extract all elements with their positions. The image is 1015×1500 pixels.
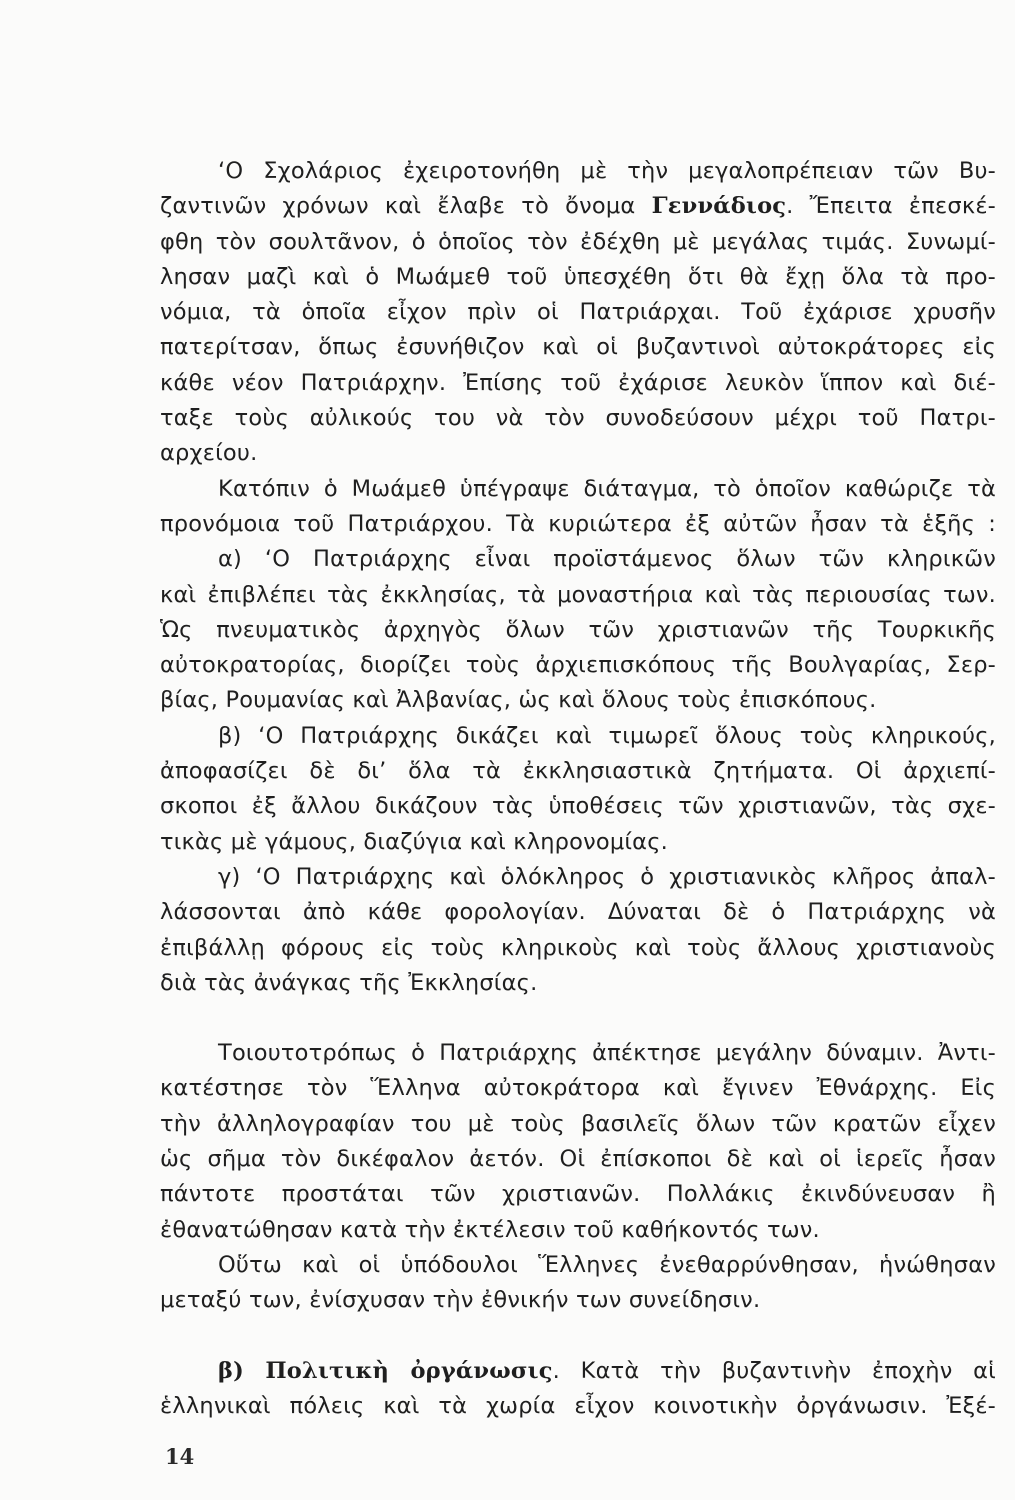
- text-line: κατέστησε τὸν Ἕλληνα αὐτοκράτορα καὶ ἔγινεν Ἐθνάρχης. Εἰς: [160, 1075, 996, 1102]
- text-span: . Ἔπειτα ἐπεσκέ-: [786, 193, 996, 220]
- text-line: βίας, Ρουμανίας καὶ Ἀλβανίας, ὡς καὶ ὅλους τοὺς ἐπισκόπους.: [160, 687, 877, 714]
- bold-term-gennadios: Γεννάδιος: [651, 193, 787, 220]
- text-line: μεταξύ των, ἐνίσχυσαν τὴν ἐθνικήν των συνείδησιν.: [160, 1287, 761, 1314]
- text-line: αρχείου.: [160, 440, 258, 467]
- text-line: προνόμοια τοῦ Πατριάρχου. Τὰ κυριώτερα ἐξ αὐτῶν ἦσαν τὰ ἑξῆς :: [160, 510, 996, 537]
- text-line: ἀποφασίζει δὲ δι’ ὅλα τὰ ἐκκλησιαστικὰ ζητήματα. Οἱ ἀρχιεπί-: [160, 758, 996, 785]
- text-line: λησαν μαζὶ καὶ ὁ Μωάμεθ τοῦ ὑπεσχέθη ὅτι θὰ ἔχῃ ὅλα τὰ προ-: [160, 263, 996, 290]
- text-line: λάσσονται ἀπὸ κάθε φορολογίαν. Δύναται δὲ ὁ Πατριάρχης νὰ: [160, 899, 996, 926]
- list-item-a: α) ‘Ο Πατριάρχης εἶναι προϊστάμενος ὅλων τῶν κληρικῶν: [218, 546, 996, 573]
- text-line: Ὡς πνευματικὸς ἀρχηγὸς ὅλων τῶν χριστιανῶν τῆς Τουρκικῆς: [160, 616, 996, 643]
- paragraph-gap: [160, 1001, 996, 1036]
- text-line: τὴν ἀλληλογραφίαν του μὲ τοὺς βασιλεῖς ὅλων τῶν κρατῶν εἶχεν: [160, 1110, 996, 1137]
- text-line: πάντοτε προστάται τῶν χριστιανῶν. Πολλάκις ἐκινδύνευσαν ἢ: [160, 1181, 996, 1208]
- text-line: φθη τὸν σουλτᾶνον, ὁ ὁποῖος τὸν ἐδέχθη μὲ μεγάλας τιμάς. Συνωμί-: [160, 228, 996, 255]
- text-line: ἐπιβάλλῃ φόρους εἰς τοὺς κληρικοὺς καὶ τοὺς ἄλλους χριστιανοὺς: [160, 934, 996, 961]
- text-line: Οὕτω καὶ οἱ ὑπόδουλοι Ἕλληνες ἐνεθαρρύνθησαν, ἡνώθησαν: [218, 1251, 996, 1278]
- text-line: ἑλληνικαὶ πόλεις καὶ τὰ χωρία εἶχον κοινοτικὴν ὀργάνωσιν. Ἐξέ-: [160, 1392, 996, 1419]
- text-line: νόμια, τὰ ὁποῖα εἶχον πρὶν οἱ Πατριάρχαι. Τοῦ ἐχάρισε χρυσῆν: [160, 299, 996, 326]
- list-item-c: γ) ‘Ο Πατριάρχης καὶ ὁλόκληρος ὁ χριστιανικὸς κλῆρος ἀπαλ-: [218, 863, 996, 890]
- list-item-b: β) ‘Ο Πατριάρχης δικάζει καὶ τιμωρεῖ ὅλους τοὺς κληρικούς,: [218, 722, 996, 749]
- text-line: τικὰς μὲ γάμους, διαζύγια καὶ κληρονομίας.: [160, 828, 668, 855]
- text-line: πατερίτσαν, ὅπως ἐσυνήθιζον καὶ οἱ βυζαντινοὶ αὐτοκράτορες εἰς: [160, 334, 996, 361]
- text-line: καὶ ἐπιβλέπει τὰς ἐκκλησίας, τὰ μοναστήρια καὶ τὰς περιουσίας των.: [160, 581, 996, 608]
- paragraph-gap: [160, 1319, 996, 1354]
- text-line: αὐτοκρατορίας, διορίζει τοὺς ἀρχιεπισκόπους τῆς Βουλγαρίας, Σερ-: [160, 652, 996, 679]
- text-line: σκοποι ἐξ ἄλλου δικάζουν τὰς ὑποθέσεις τῶν χριστιανῶν, τὰς σχε-: [160, 793, 996, 820]
- text-line: διὰ τὰς ἀνάγκας τῆς Ἐκκλησίας.: [160, 969, 538, 996]
- text-line: κάθε νέον Πατριάρχην. Ἐπίσης τοῦ ἐχάρισε λευκὸν ἵππον καὶ διέ-: [160, 369, 996, 396]
- text-line: Τοιουτοτρόπως ὁ Πατριάρχης ἀπέκτησε μεγάλην δύναμιν. Ἀντι-: [218, 1040, 996, 1067]
- section-heading: β) Πολιτικὴ ὀργάνωσις: [218, 1357, 553, 1384]
- text-line: [160, 189, 996, 224]
- text-line: ὡς σῆμα τὸν δικέφαλον ἀετόν. Οἱ ἐπίσκοποι δὲ καὶ οἱ ἱερεῖς ἦσαν: [160, 1146, 996, 1173]
- text-line: ταξε τοὺς αὐλικούς του νὰ τὸν συνοδεύσουν μέχρι τοῦ Πατρι-: [160, 405, 996, 432]
- text-line: ‘Ο Σχολάριος ἐχειροτονήθη μὲ τὴν μεγαλοπρέπειαν τῶν Βυ-: [218, 158, 996, 184]
- text-line: Κατόπιν ὁ Μωάμεθ ὑπέγραψε διάταγμα, τὸ ὁποῖον καθώριζε τὰ: [218, 475, 996, 502]
- text-line: [160, 1354, 996, 1389]
- text-span: ζαντινῶν χρόνων καὶ ἔλαβε τὸ ὄνομα: [160, 193, 636, 220]
- page-number: 14: [165, 1444, 195, 1469]
- body-text: [160, 154, 996, 1424]
- text-line: ἐθανατώθησαν κατὰ τὴν ἐκτέλεσιν τοῦ καθήκοντός των.: [160, 1216, 820, 1243]
- text-span: . Κατὰ τὴν βυζαντινὴν ἐποχὴν αἱ: [552, 1357, 996, 1384]
